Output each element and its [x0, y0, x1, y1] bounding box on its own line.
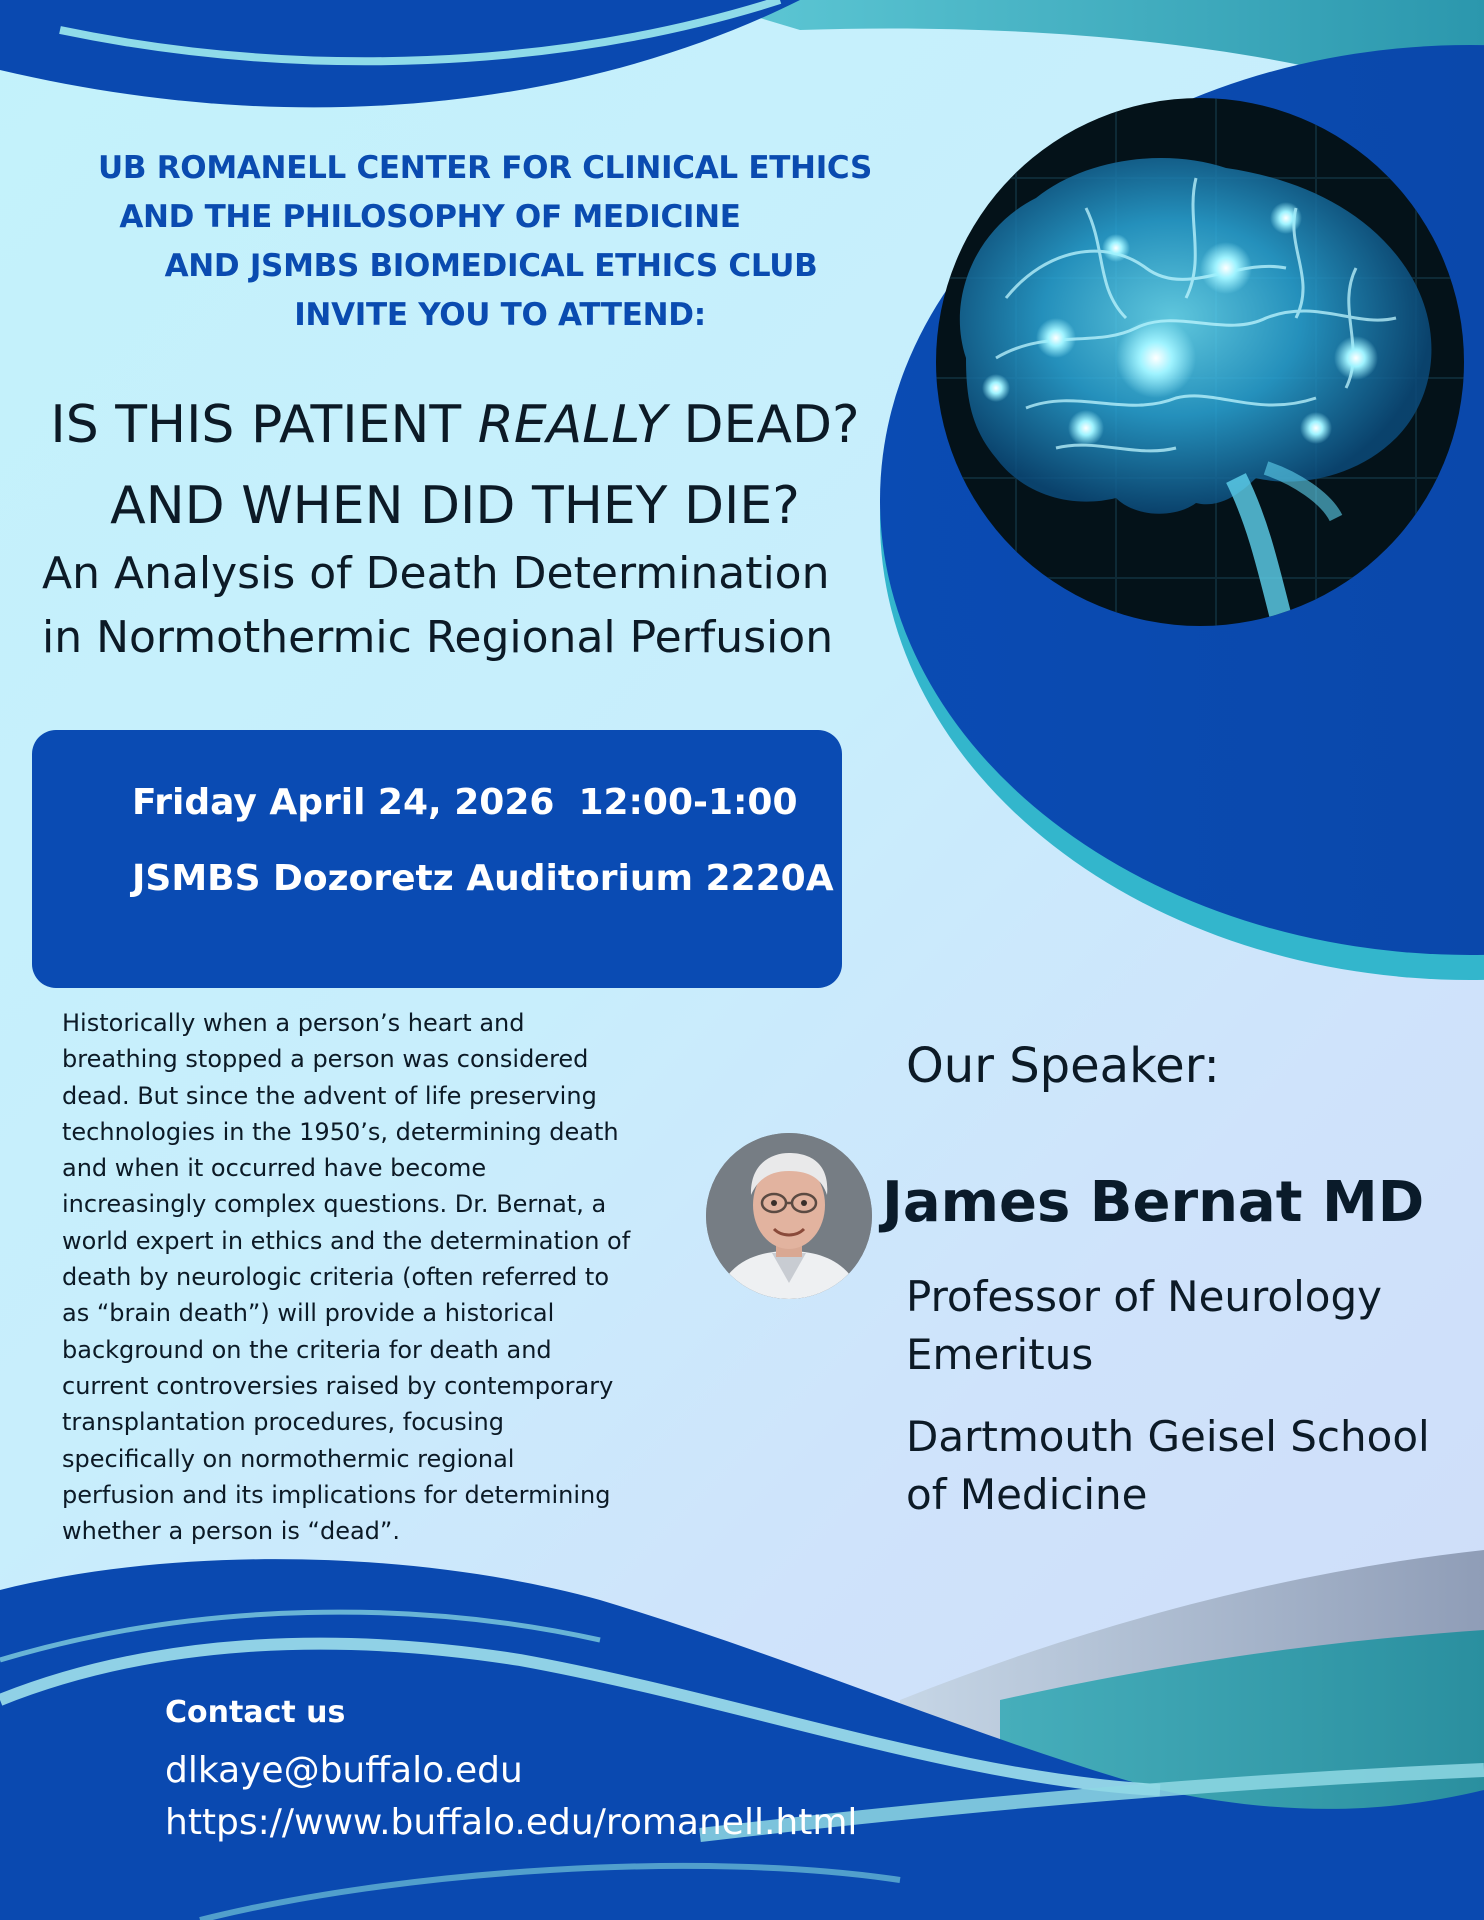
event-location: JSMBS Dozoretz Auditorium 2220A	[132, 858, 834, 899]
description-line: current controversies raised by contemporary	[62, 1371, 614, 1400]
contact-email-link[interactable]: dlkaye@buffalo.edu	[165, 1750, 523, 1791]
contact-website-link[interactable]: https://www.buffalo.edu/romanell.html	[165, 1802, 858, 1843]
event-date: Friday April 24, 2026	[132, 782, 555, 823]
speaker-affiliation-line-1: Dartmouth Geisel School	[906, 1412, 1430, 1461]
organizer-line-4: INVITE YOU TO ATTEND:	[294, 297, 706, 333]
brain-image	[936, 98, 1464, 626]
description-line: world expert in ethics and the determination of	[62, 1226, 631, 1255]
description-line: whether a person is “dead”.	[62, 1517, 400, 1546]
organizer-line-2: AND THE PHILOSOPHY OF MEDICINE	[119, 199, 741, 235]
event-time: 12:00-1:00	[578, 782, 798, 823]
description-line: breathing stopped a person was considered	[62, 1045, 589, 1074]
description-line: specifically on normothermic regional	[62, 1444, 515, 1473]
organizers-block	[70, 144, 900, 340]
event-subtitle-line-2: in Normothermic Regional Perfusion	[42, 612, 834, 663]
title-text-pre: IS THIS PATIENT	[50, 395, 478, 455]
speaker-photo	[706, 1133, 872, 1299]
speaker-portrait-icon	[706, 1133, 872, 1299]
event-subtitle-line-1: An Analysis of Death Determination	[42, 548, 830, 599]
event-date-time	[132, 782, 798, 823]
speaker-name: James Bernat MD	[882, 1170, 1425, 1235]
speaker-title-line-1: Professor of Neurology	[906, 1272, 1382, 1321]
description-line: Historically when a person’s heart and	[62, 1009, 525, 1037]
description-line: death by neurologic criteria (often referred to	[62, 1263, 610, 1292]
description-line: dead. But since the advent of life preserving	[62, 1081, 597, 1110]
organizer-line-1: UB ROMANELL CENTER FOR CLINICAL ETHICS	[98, 150, 872, 186]
speaker-label: Our Speaker:	[906, 1038, 1220, 1094]
event-description	[62, 1005, 702, 1549]
event-title-line-1	[0, 395, 910, 455]
event-details-box	[32, 730, 842, 988]
speaker-affiliation-line-2: of Medicine	[906, 1470, 1148, 1519]
glowing-brain-icon	[936, 98, 1464, 626]
description-line: transplantation procedures, focusing	[62, 1408, 504, 1437]
title-text-post: DEAD?	[666, 395, 860, 455]
top-navy-wave	[0, 0, 800, 107]
description-line: increasingly complex questions. Dr. Bernat, a	[62, 1190, 607, 1219]
speaker-title-line-2: Emeritus	[906, 1330, 1094, 1379]
description-line: technologies in the 1950’s, determining death	[62, 1117, 619, 1146]
organizer-line-3: AND JSMBS BIOMEDICAL ETHICS CLUB	[164, 248, 818, 284]
description-line: as “brain death”) will provide a historical	[62, 1299, 555, 1328]
contact-label: Contact us	[165, 1695, 346, 1730]
description-line: background on the criteria for death and	[62, 1335, 552, 1364]
title-text-emphasis: REALLY	[477, 395, 667, 455]
description-line: and when it occurred have become	[62, 1154, 487, 1183]
description-line: perfusion and its implications for determining	[62, 1480, 611, 1509]
event-title-line-2: AND WHEN DID THEY DIE?	[110, 476, 800, 536]
